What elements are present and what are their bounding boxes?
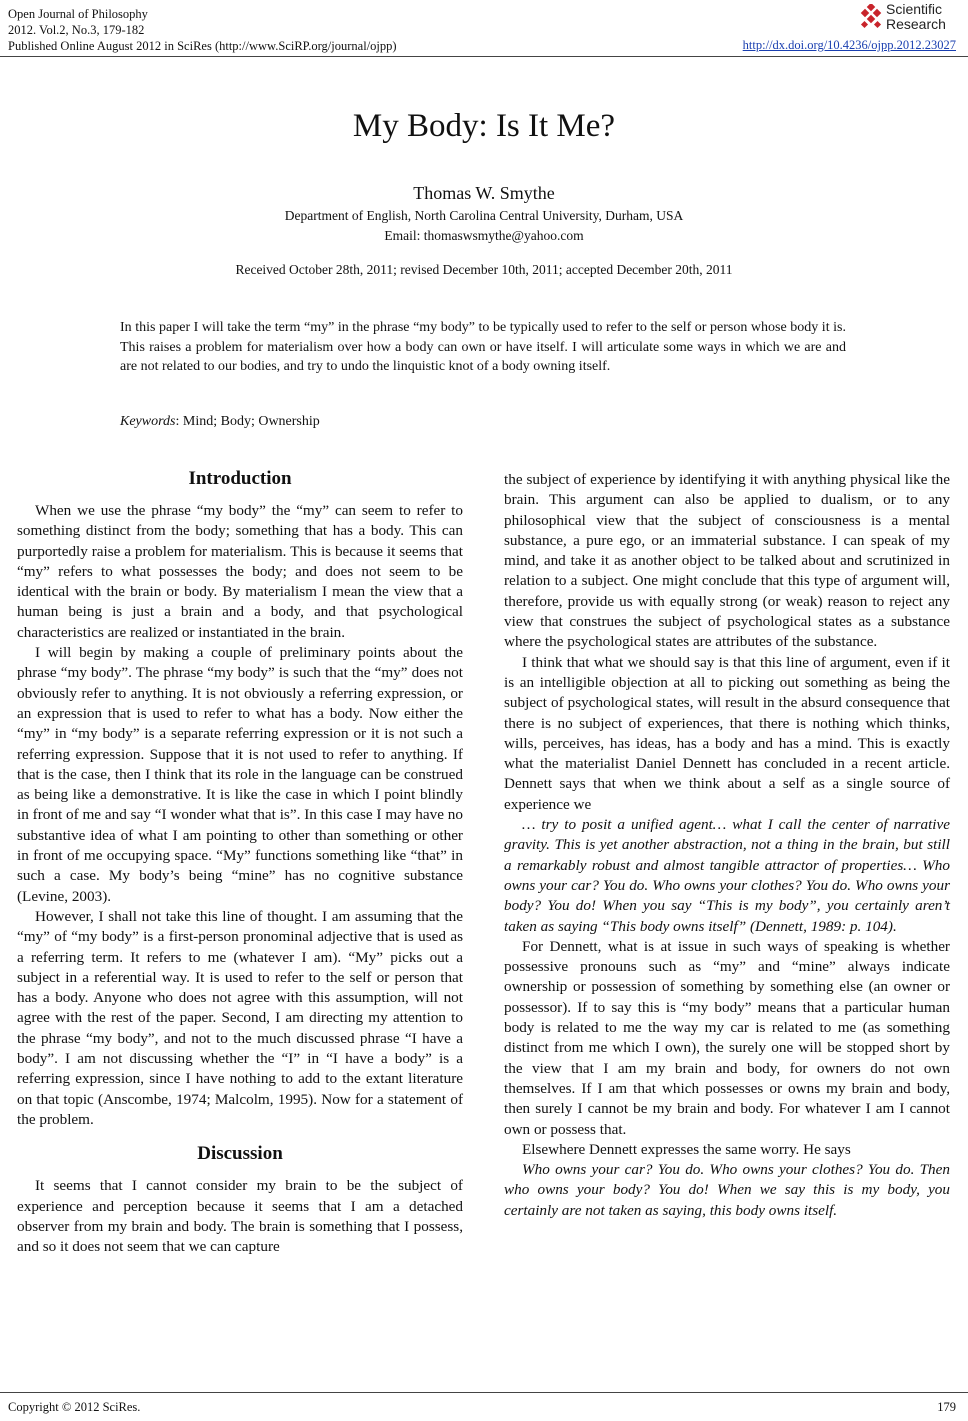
- author-email: Email: thomaswsmythe@yahoo.com: [384, 228, 584, 243]
- block-quote: Who owns your car? You do. Who owns your clothes? You do. Then who owns your body? You do! When we say this is my body, you certainly are not taken as saying, this body owns itself.: [504, 1161, 950, 1219]
- doi-link[interactable]: http://dx.doi.org/10.4236/ojpp.2012.23027: [742, 38, 956, 52]
- author-name: Thomas W. Smythe: [413, 183, 555, 203]
- paragraph: Elsewhere Dennett expresses the same worry. He says: [522, 1140, 851, 1158]
- section-heading-introduction: Introduction: [188, 468, 292, 489]
- paragraph: I will begin by making a couple of preliminary points about the phrase “my body”. The phrase “my body” is such that the “my” does not obviously refer to anything. It is not obviously a referring expression, or an expression that is used to refer to what has a body. Now either the “my” in “my body” is a separate referring expression or it is not such a referring expression. Suppose that it is not used to refer to anything. If that is the case, then I think that its role in the language can be construed as being like a demonstrative. It is like the case in which I point blindly in front of me and say “I wonder what that is”. In this case I may have no substantive idea of what I am pointing to other than something or other in front of me occupying space. “My” functions something like “that” in such a case. My body’s being “mine” has no cognitive substance (Levine, 2003).: [17, 644, 463, 905]
- copyright: Copyright © 2012 SciRes.: [8, 1400, 141, 1414]
- journal-name: Open Journal of Philosophy: [8, 7, 148, 21]
- header-divider: [0, 56, 968, 57]
- received-dates: Received October 28th, 2011; revised December 10th, 2011; accepted December 20th, 2011: [235, 262, 733, 277]
- paragraph: the subject of experience by identifying it with anything physical like the brain. This argument can also be applied to dualism, or to any philosophical view that the subject of consciousness is a mental substance, a pure ego, or an immaterial substance. I can speak of my mind, and take it as another object to be talked about and scrutinized in relation to a subject. One might conclude that this type of argument will, therefore, provide us with equally strong (or weak) reason to reject any view that construes the subject of psychological states as a substance where the psychological states are attributes of the substance.: [504, 471, 950, 651]
- section-heading-discussion: Discussion: [197, 1143, 283, 1165]
- publication-info: Published Online August 2012 in SciRes (http://www.SciRP.org/journal/ojpp): [8, 39, 397, 53]
- footer-divider: [0, 1392, 968, 1393]
- abstract: In this paper I will take the term “my” in the phrase “my body” to be typically used to refer to the self or person whose body it is. This raises a problem for materialism over how a body can own or have itself. I will articulate some ways in which we are and are not related to our bodies, and try to undo the linquistic knot of a body owning itself.: [120, 320, 846, 374]
- publisher-logo: [858, 2, 958, 36]
- paragraph: However, I shall not take this line of thought. I am assuming that the “my” of “my body” is a first-person pronominal adjective that is used as a referring term. It refers to me (whatever I am). “My” picks out a subject in a referential way. It is used to refer to the self or person that has a body. Anyone who does not agree with this assumption, will not agree with the rest of the paper. Second, I am directing my attention to the phrase “my body”, and not to the much discussed phrase “I have a body”. I am not discussing whether the “I” in “I have a body” is a referring expression, since I have nothing to add to the extant literature on that topic (Anscombe, 1974; Malcolm, 1995). Now for a statement of the problem.: [17, 907, 463, 1128]
- author-affiliation: Department of English, North Carolina Central University, Durham, USA: [284, 208, 684, 223]
- paragraph: I think that what we should say is that this line of argument, even if it is an intelligible objection at all to picking out something as being the subject of psychological states, will result in the absurd consequence that there is no subject of experiences, that there is nothing which thinks, wills, perceives, has ideas, has a body and has a mind. This is exactly what the materialist Daniel Dennett has concluded in a recent article. Dennett says that when we think about a self as a single source of experience we: [504, 653, 950, 813]
- paragraph: When we use the phrase “my body” the “my” can seem to refer to something distinct from the body; something that has a body. This can purportedly raise a problem for materialism. This is because it seems that “my” refers to what possesses the body; and does not seem to be identical with the brain or body. By materialism I mean the view that a human being is just a brain and a body, and that psychological characteristics are realized or instantiated in the brain.: [17, 502, 463, 641]
- right-column: [504, 470, 950, 1221]
- logo-text: Scientific Research: [886, 1, 946, 32]
- running-header: [8, 6, 397, 54]
- paper-title: My Body: Is It Me?: [352, 108, 616, 144]
- paragraph: It seems that I cannot consider my brain to be the subject of experience and perception because it seems that I am a detached observer from my brain and body. The brain is something that I possess, and so it does not seem that we can capture: [17, 1177, 463, 1256]
- doi-link-container: [743, 38, 956, 53]
- paragraph: For Dennett, what is at issue in such ways of speaking is whether possessive pronouns such as “my” and “mine” always indicate ownership or possession of something by something else (an owner or possessor). If to say this is “my body” means that a particular human body is related to me the way my car is related to me (as something distinct from me which I own), the surely one will be stopped short by the view that I am my brain and body, for owners do not own themselves. If I am that which possesses or owns my brain and body, then surely I cannot be my brain and body. For whatever I am I cannot own or possess that.: [504, 937, 950, 1138]
- block-quote: … try to posit a unified agent… what I call the center of narrative gravity. This is yet another abstraction, not a thing in the brain, but still a remarkably robust and almost tangible attractor of properties… Who owns your car? You do. Who owns your clothes? You do. Who owns your body? You do! When you say “This is my body”, you certainly aren’t taken as saying “This body owns itself” (Dennett, 1989: p. 104).: [504, 816, 950, 935]
- journal-volume: 2012. Vol.2, No.3, 179-182: [8, 23, 145, 37]
- keywords-label: Keywords: [120, 414, 176, 429]
- page-number: 179: [937, 1400, 956, 1414]
- keywords-list: : Mind; Body; Ownership: [175, 414, 320, 429]
- logo-mark-icon: [858, 4, 886, 34]
- keywords: [120, 414, 320, 430]
- left-column: [17, 467, 463, 1257]
